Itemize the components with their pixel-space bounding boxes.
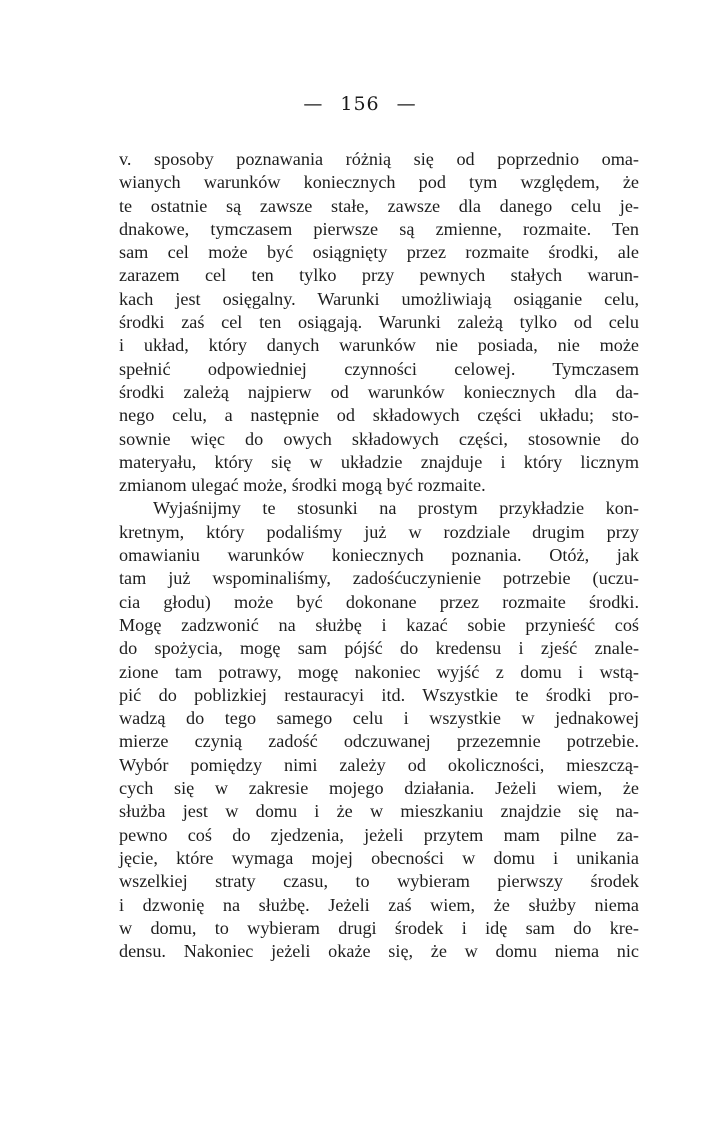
text-line: dnakowe, tymczasem pierwsze są zmienne, rozmaite. Ten xyxy=(119,218,639,239)
text-line: materyału, który się w układzie znajduje i który licznym xyxy=(119,451,639,472)
text-line: te ostatnie są zawsze stałe, zawsze dla danego celu je- xyxy=(119,195,639,216)
paragraph xyxy=(119,148,639,497)
page-header xyxy=(0,93,720,115)
text-line: zione tam potrawy, mogę nakoniec wyjść z domu i wstą- xyxy=(119,661,639,682)
text-line: Mogę zadzwonić na służbę i kazać sobie przynieść coś xyxy=(119,614,639,635)
text-line: tam już wspominaliśmy, zadośćuczynienie potrzebie (uczu- xyxy=(119,568,639,589)
text-line: pić do poblizkiej restauracyi itd. Wszystkie te środki pro- xyxy=(119,684,639,705)
text-line: środki zaś cel ten osiągają. Warunki zależą tylko od celu xyxy=(119,312,639,333)
text-line: wszelkiej straty czasu, to wybieram pierwszy środek xyxy=(119,871,639,892)
text-line: i dzwonię na służbę. Jeżeli zaś wiem, że służby niema xyxy=(119,894,639,915)
text-line: mierze czynią zadość odczuwanej przezemnie potrzebie. xyxy=(119,731,639,752)
paragraph xyxy=(119,497,639,963)
text-line: v. sposoby poznawania różnią się od poprzednio oma- xyxy=(119,149,639,169)
text-line: zarazem cel ten tylko przy pewnych stałych warun- xyxy=(119,265,639,286)
text-line: w domu, to wybieram drugi środek i idę sam do kre- xyxy=(119,917,639,938)
header-dash-right: — xyxy=(396,93,417,115)
text-line: cia głodu) może być dokonane przez rozmaite środki. xyxy=(119,591,639,612)
text-line: cych się w zakresie mojego działania. Jeżeli wiem, że xyxy=(119,778,639,799)
text-line: wadzą do tego samego celu i wszystkie w jednakowej xyxy=(119,708,639,729)
text-line: pewno coś do zjedzenia, jeżeli przytem mam pilne za- xyxy=(119,824,639,845)
text-line: służba jest w domu i że w mieszkaniu znajdzie się na- xyxy=(119,801,639,822)
text-line: densu. Nakoniec jeżeli okaże się, że w domu niema nic xyxy=(119,941,639,962)
text-line: wianych warunków koniecznych pod tym względem, że xyxy=(119,172,639,193)
text-line: Wybór pomiędzy nimi zależy od okoliczności, mieszczą- xyxy=(119,754,639,775)
text-line: i układ, który danych warunków nie posiada, nie może xyxy=(119,335,639,356)
body-text xyxy=(119,148,639,963)
text-line: sam cel może być osiągnięty przez rozmaite środki, ale xyxy=(119,242,639,263)
text-line: środki zależą najpierw od warunków koniecznych dla da- xyxy=(119,381,639,402)
text-line: spełnić odpowiedniej czynności celowej. Tymczasem xyxy=(119,358,639,379)
page-number: 156 xyxy=(340,93,380,115)
text-line: jęcie, które wymaga mojej obecności w domu i unikania xyxy=(119,847,639,868)
text-line: Wyjaśnijmy te stosunki na prostym przykładzie kon- xyxy=(153,498,639,519)
text-line: do spożycia, mogę sam pójść do kredensu i zjeść znale- xyxy=(119,638,639,659)
header-dash-left: — xyxy=(303,93,324,115)
text-line: zmianom ulegać może, środki mogą być rozmaite. xyxy=(119,475,486,496)
text-line: nego celu, a następnie od składowych części układu; sto- xyxy=(119,405,639,426)
text-line: omawianiu warunków koniecznych poznania. Otóż, jak xyxy=(119,545,639,566)
text-line: sownie więc do owych składowych części, stosownie do xyxy=(119,428,639,449)
text-line: kretnym, który podaliśmy już w rozdziale drugim przy xyxy=(119,521,639,542)
text-line: kach jest osięgalny. Warunki umożliwiają osiąganie celu, xyxy=(119,288,639,309)
